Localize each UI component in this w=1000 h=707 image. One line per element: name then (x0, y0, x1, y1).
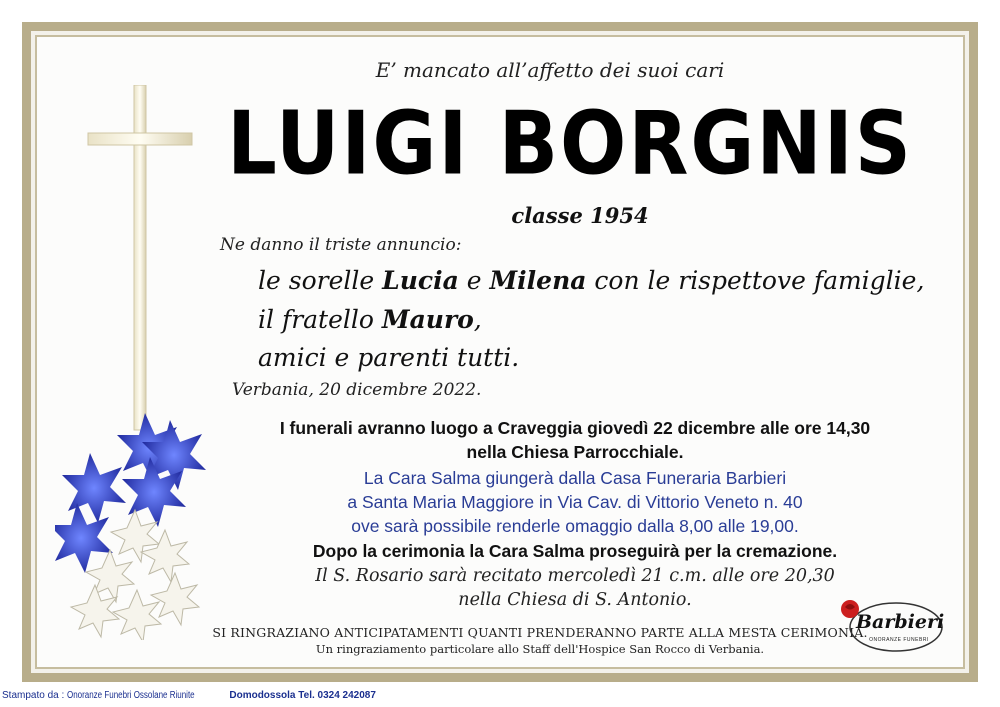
logo-name: Barbieri (856, 611, 945, 633)
logo-subtitle: ONORANZE FUNEBRI (869, 637, 929, 643)
funeral-line-6: Dopo la cerimonia la Cara Salma proseguirà per la cremazione. (312, 541, 838, 561)
funeral-line-2: nella Chiesa Parrocchiale. (466, 442, 684, 462)
funeral-line-8: nella Chiesa di S. Antonio. (458, 590, 692, 610)
thanks-line: SI RINGRAZIANO ANTICIPATAMENTI QUANTI PRENDERANNO PARTE ALLA MESTA CERIMONIA. (212, 625, 868, 640)
announcement-label: Ne danno il triste annuncio: (220, 235, 462, 255)
printer-city: Domodossola (229, 690, 296, 701)
barbieri-logo (836, 597, 946, 655)
brother-name: Mauro (381, 305, 474, 334)
printed-label: Stampato da : (2, 690, 65, 701)
family-line-friends: amici e parenti tutti. (258, 343, 520, 372)
funeral-line-3: La Cara Salma giungerà dalla Casa Funeraria Barbieri (363, 468, 787, 488)
printer-company: Onoranze Funebri Ossolane Riunite (67, 690, 195, 701)
funeral-line-4: a Santa Maria Maggiore in Via Cav. di Vittorio Veneto n. 40 (347, 492, 803, 512)
birth-year: classe 1954 (511, 203, 649, 228)
family-line-sisters: le sorelle Lucia e Milena con le rispettove famiglie, (258, 266, 925, 295)
hospice-thanks-line: Un ringraziamento particolare allo Staff dell'Hospice San Rocco di Verbania. (315, 642, 765, 656)
deceased-name: LUIGI BORGNIS (227, 94, 913, 195)
cross-icon (88, 85, 192, 430)
printed-by-footer (2, 690, 376, 701)
printer-phone: Tel. 0324 242087 (298, 690, 376, 701)
intro-line: E’ mancato all’affetto dei suoi cari (375, 58, 725, 82)
funeral-line-1: I funerali avranno luogo a Craveggia giovedì 22 dicembre alle ore 14,30 (279, 418, 871, 438)
funeral-line-7: Il S. Rosario sarà recitato mercoledì 21 c.m. alle ore 20,30 (315, 566, 835, 586)
sister-name: Lucia (382, 266, 459, 295)
sister-name: Milena (489, 266, 587, 295)
family-line-brother: il fratello Mauro, (258, 305, 482, 334)
place-date: Verbania, 20 dicembre 2022. (232, 380, 482, 400)
funeral-line-5: ove sarà possibile renderle omaggio dalla 8,00 alle 19,00. (351, 516, 799, 536)
